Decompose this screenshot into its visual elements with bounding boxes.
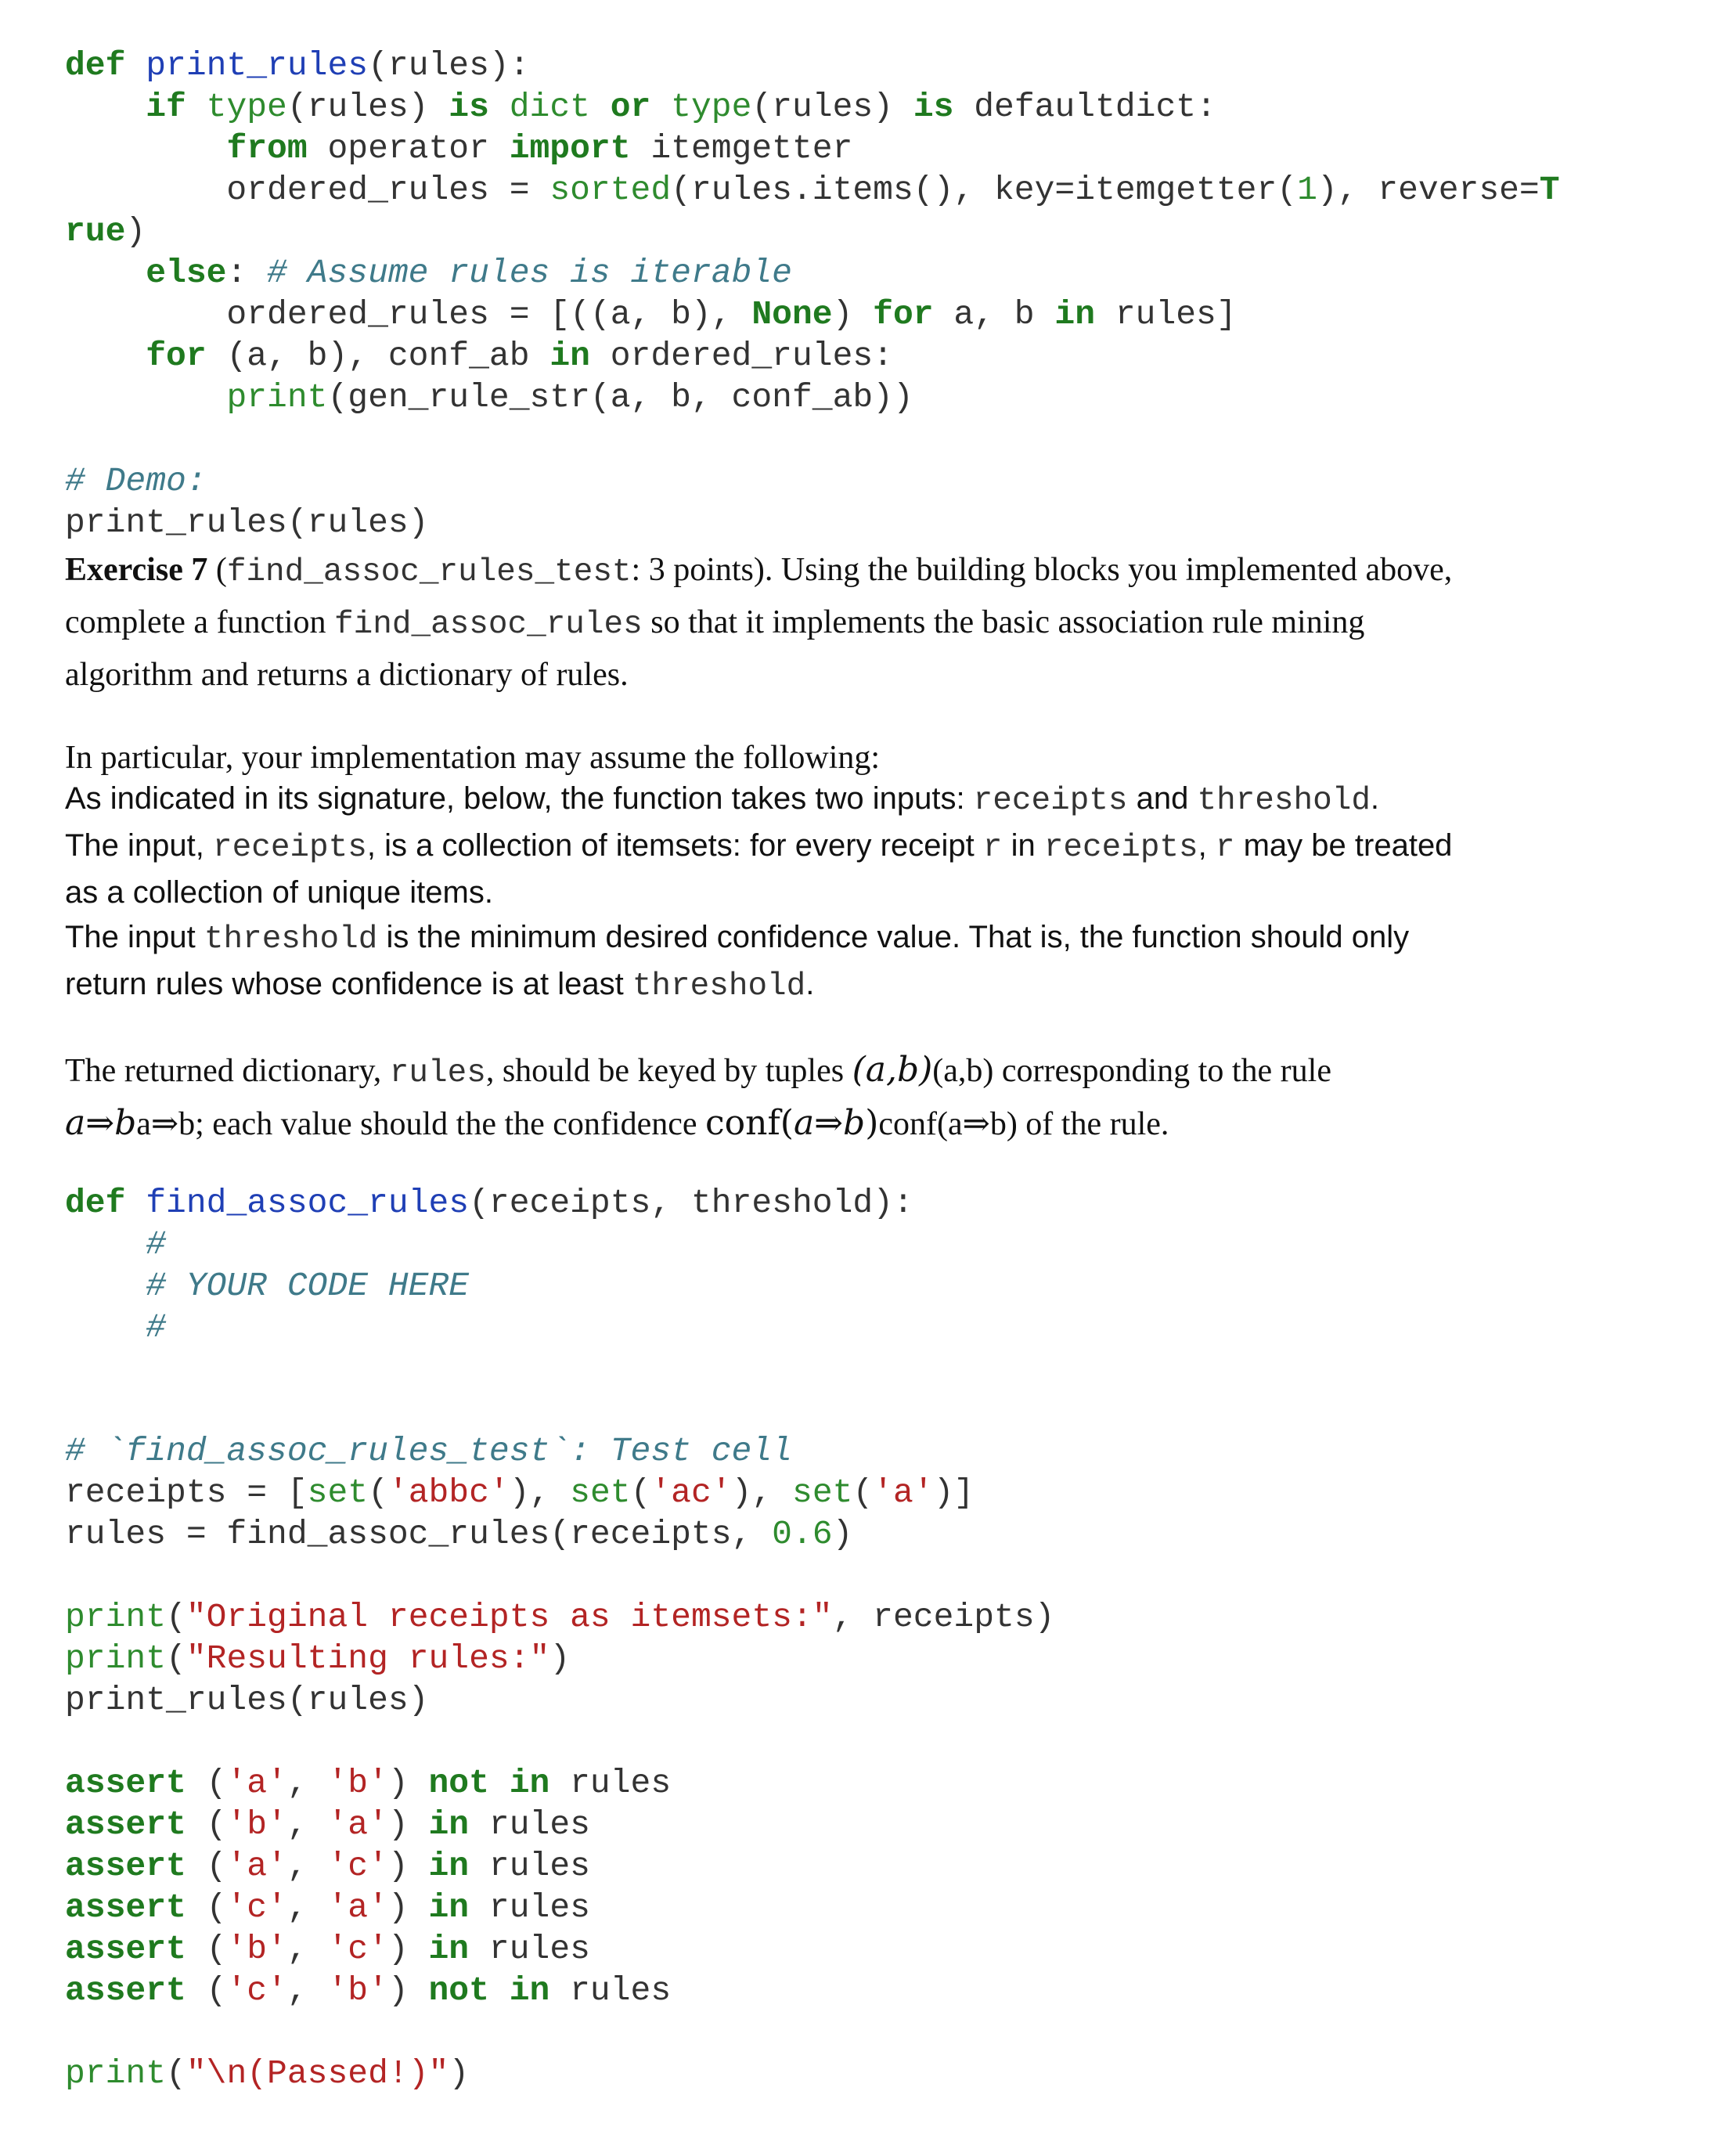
code-keyword: is [913,88,954,126]
code-blank-line [65,2011,1054,2053]
code-keyword: import [509,129,631,168]
returned-line-1 [65,1045,1331,1098]
assumption-line [65,962,1452,1009]
code-text: a, b [933,295,1055,333]
inline-code: receipts [213,830,367,866]
assumption-line [65,915,1452,962]
code-text: rules = find_assoc_rules(receipts, [65,1515,773,1553]
code-text: rules [469,1930,590,1968]
code-line [65,335,1560,377]
code-text: ) [832,295,874,333]
exercise-line-2 [65,597,1452,650]
inline-code: r [1215,830,1235,866]
code-keyword: not in [428,1764,550,1802]
code-line: print_rules(rules) [65,503,429,542]
paragraph-text: complete a function [65,604,335,640]
code-line [65,252,1560,294]
code-comment: # `find_assoc_rules_test`: Test cell [65,1432,792,1470]
assumption-line [65,777,1452,824]
returned-paragraph [65,1045,1331,1149]
code-keyword: is [449,88,489,126]
code-text: ) [387,1764,429,1802]
inline-code: receipts [973,783,1128,819]
code-keyword: T [1539,171,1560,209]
paragraph-text: The input, [65,828,214,863]
code-text: rules [549,1764,672,1802]
code-indent [65,88,146,126]
code-indent [65,337,146,375]
inline-code: find_assoc_rules [334,607,643,643]
code-text: ( [186,1888,227,1927]
code-line [65,169,1560,211]
code-text: (receipts, threshold): [469,1184,913,1222]
exercise-line-3: algorithm and returns a dictionary of rules. [65,657,629,693]
inline-code: rules [389,1055,486,1091]
code-line [65,1513,1054,1555]
code-line [65,45,1560,86]
code-text: (rules) [751,88,913,126]
code-text: ) [449,2054,470,2093]
code-text: ) [125,212,146,251]
code-text: )] [933,1473,975,1512]
math-expression: a⇒b [65,1103,137,1143]
code-text: ( [186,1930,227,1968]
code-string: 'b' [226,1805,287,1844]
code-keyword: not in [428,1971,550,2010]
code-text: ), [509,1473,571,1512]
code-line [65,1265,913,1307]
code-block-demo [65,460,428,543]
code-text [125,46,146,85]
code-comment: # YOUR CODE HERE [146,1267,470,1305]
code-text: ( [186,1805,227,1844]
code-keyword: rue [65,212,126,251]
code-text: ( [186,1764,227,1802]
code-text: ) [832,1515,853,1553]
code-builtin: dict [509,88,590,126]
code-text: rules] [1095,295,1237,333]
paragraph-text: conf(a⇒b) of the rule. [878,1106,1169,1142]
code-text: ( [186,1971,227,2010]
code-line [65,1307,913,1348]
code-text: (rules.items(), key=itemgetter( [671,171,1298,209]
paragraph-text: . [1370,781,1380,816]
code-string: 'c' [226,1971,287,2010]
code-text: receipts = [ [65,1473,308,1512]
math-expression: (a,b) [852,1050,933,1090]
code-string: "\n(Passed!)" [186,2054,449,2093]
code-keyword: assert [65,1888,186,1927]
code-text: ( [368,1473,388,1512]
code-keyword: in [1054,295,1096,333]
code-line [65,294,1560,335]
assert-line [65,1804,1054,1845]
code-line [65,1182,913,1224]
code-text: ) [387,1971,429,2010]
code-line [65,211,1560,252]
code-text: (rules) [286,88,449,126]
code-text [186,88,207,126]
paragraph-text: and [1127,781,1198,816]
code-comment: # [146,1225,167,1264]
code-text: , [286,1847,328,1885]
code-string: 'b' [327,1764,388,1802]
inline-code: receipts [1043,830,1198,866]
math-expression: conf( [705,1103,794,1143]
code-builtin: print [65,2054,167,2093]
code-keyword: assert [65,1930,186,1968]
code-keyword: def [65,1184,126,1222]
code-text: ordered_rules = [65,171,550,209]
inline-code: threshold [204,921,378,957]
code-keyword: None [751,295,833,333]
code-text: , [286,1971,328,2010]
code-text: ) [387,1930,429,1968]
paragraph-text: . [805,967,815,1001]
paragraph-text: The returned dictionary, [65,1053,390,1089]
code-text: ( [166,1598,186,1636]
code-builtin: set [792,1473,853,1512]
assert-line [65,1970,1054,2011]
code-keyword: from [226,129,308,168]
code-text [489,88,510,126]
code-string: 'a' [226,1847,287,1885]
inline-code: r [982,830,1003,866]
code-builtin: print [226,378,328,416]
assumption-line: as a collection of unique items. [65,875,493,910]
code-text: rules [469,1805,590,1844]
code-text: ( [852,1473,874,1512]
code-indent [65,1308,146,1347]
code-builtin: print [65,1598,167,1636]
paragraph-text: return rules whose confidence is at least [65,967,632,1001]
code-text: ( [166,1639,186,1678]
paragraph-text: so that it implements the basic association rule mining [642,604,1365,640]
code-keyword: assert [65,1764,186,1802]
code-text: ordered_rules = [((a, b), [65,295,752,333]
code-indent [65,254,146,292]
code-builtin: type [206,88,287,126]
code-text: , [286,1764,328,1802]
code-text: , receipts) [832,1598,1055,1636]
code-blank-line [65,1721,1054,1762]
code-keyword: assert [65,1971,186,2010]
code-text: , [286,1930,328,1968]
code-keyword: in [428,1805,470,1844]
code-number: 0.6 [772,1515,833,1553]
code-text: rules [549,1971,672,2010]
paragraph-text: : 3 points). Using the building blocks you implemented above, [631,552,1453,588]
paragraph-text: ( [207,552,227,588]
code-text: ) [387,1847,429,1885]
code-keyword: def [65,46,126,85]
code-function-name: print_rules [146,46,369,85]
code-function-name: find_assoc_rules [146,1184,470,1222]
code-text [650,88,671,126]
code-string: 'a' [873,1473,934,1512]
exercise-paragraph [65,545,1452,700]
code-text: (a, b), conf_ab [206,337,550,375]
code-text: ) [387,1805,429,1844]
code-block-test-cell [65,1430,1054,2094]
paragraph-text: , [1198,828,1216,863]
code-text: : [226,254,268,292]
assert-line [65,1845,1054,1887]
code-line [65,1224,913,1265]
code-text: ) [387,1888,429,1927]
code-indent [65,1267,146,1305]
paragraph-text: in [1002,828,1044,863]
exercise-label: Exercise 7 [65,552,208,588]
inline-code: threshold [1197,783,1371,819]
code-comment: # Demo: [65,462,207,500]
paragraph-text: The input [65,920,204,954]
paragraph-text: may be treated [1234,828,1453,863]
code-line [65,1472,1054,1513]
paragraph-text: , should be keyed by tuples [485,1053,852,1089]
code-string: "Original receipts as itemsets:" [186,1598,833,1636]
code-string: 'b' [327,1971,388,2010]
code-builtin: set [570,1473,631,1512]
code-string: 'ac' [650,1473,732,1512]
code-line [65,1638,1054,1679]
code-line [65,1596,1054,1638]
code-text [590,88,611,126]
code-line [65,128,1560,169]
code-keyword: assert [65,1847,186,1885]
code-text: rules [469,1847,590,1885]
code-string: 'a' [327,1805,388,1844]
assumptions-list [65,777,1452,1009]
code-keyword: in [428,1847,470,1885]
code-text: operator [307,129,510,168]
code-text: (gen_rule_str(a, b, conf_ab)) [327,378,913,416]
code-text: ) [549,1639,571,1678]
assert-line [65,1887,1054,1928]
code-string: 'b' [226,1930,287,1968]
paragraph-text: As indicated in its signature, below, the function takes two inputs: [65,781,974,816]
code-text: ), reverse= [1317,171,1540,209]
code-string: 'abbc' [387,1473,510,1512]
code-line [65,377,1560,418]
code-string: "Resulting rules:" [186,1639,550,1678]
code-line [65,2053,1054,2094]
code-string: 'c' [327,1930,388,1968]
assert-line [65,1762,1054,1804]
code-text [125,1184,146,1222]
code-keyword: in [428,1930,470,1968]
code-keyword: for [146,337,207,375]
code-indent [65,378,226,416]
code-string: 'c' [327,1847,388,1885]
assert-line [65,1928,1054,1970]
particular-intro: In particular, your implementation may assume the following: [65,740,881,776]
code-number: 1 [1297,171,1317,209]
code-keyword: in [428,1888,470,1927]
inline-code: find_assoc_rules_test [226,554,632,590]
code-blank-line [65,1555,1054,1596]
code-builtin: print [65,1639,167,1678]
code-text: ( [186,1847,227,1885]
inline-code: threshold [632,968,806,1004]
code-text: , [286,1805,328,1844]
code-string: 'a' [226,1764,287,1802]
code-builtin: set [307,1473,369,1512]
paragraph-text: (a,b) corresponding to the rule [932,1053,1331,1089]
paragraph-text: is the minimum desired confidence value. That is, the function should only [377,920,1410,954]
assumption-line [65,824,1452,871]
code-string: 'c' [226,1888,287,1927]
code-line: print_rules(rules) [65,1681,429,1719]
code-line [65,86,1560,128]
code-indent [65,129,226,168]
code-comment: # [146,1308,167,1347]
code-text: ( [630,1473,651,1512]
paragraph-text: , is a collection of itemsets: for every receipt [366,828,983,863]
paragraph-text: a⇒b; each value should the the confidence [136,1106,706,1142]
code-text: ), [731,1473,793,1512]
code-text: (rules): [368,46,530,85]
code-keyword: else [146,254,227,292]
code-indent [65,1225,146,1264]
code-text: ordered_rules: [589,337,893,375]
returned-line-2 [65,1098,1331,1149]
code-keyword: for [873,295,934,333]
code-keyword: or [610,88,651,126]
code-keyword: assert [65,1805,186,1844]
math-expression: ) [865,1103,879,1143]
code-block-find-assoc-rules [65,1182,913,1348]
code-text: itemgetter [630,129,853,168]
code-text: ( [166,2054,186,2093]
code-keyword: if [146,88,186,126]
math-expression: a⇒b [793,1103,866,1143]
code-string: 'a' [327,1888,388,1927]
code-builtin: type [671,88,752,126]
code-text: , [286,1888,328,1927]
code-text: defaultdict: [953,88,1216,126]
code-block-print-rules [65,45,1560,418]
exercise-line-1 [65,545,1452,597]
code-builtin: sorted [549,171,672,209]
code-comment: # Assume rules is iterable [267,254,792,292]
code-text: rules [469,1888,590,1927]
code-keyword: in [549,337,590,375]
